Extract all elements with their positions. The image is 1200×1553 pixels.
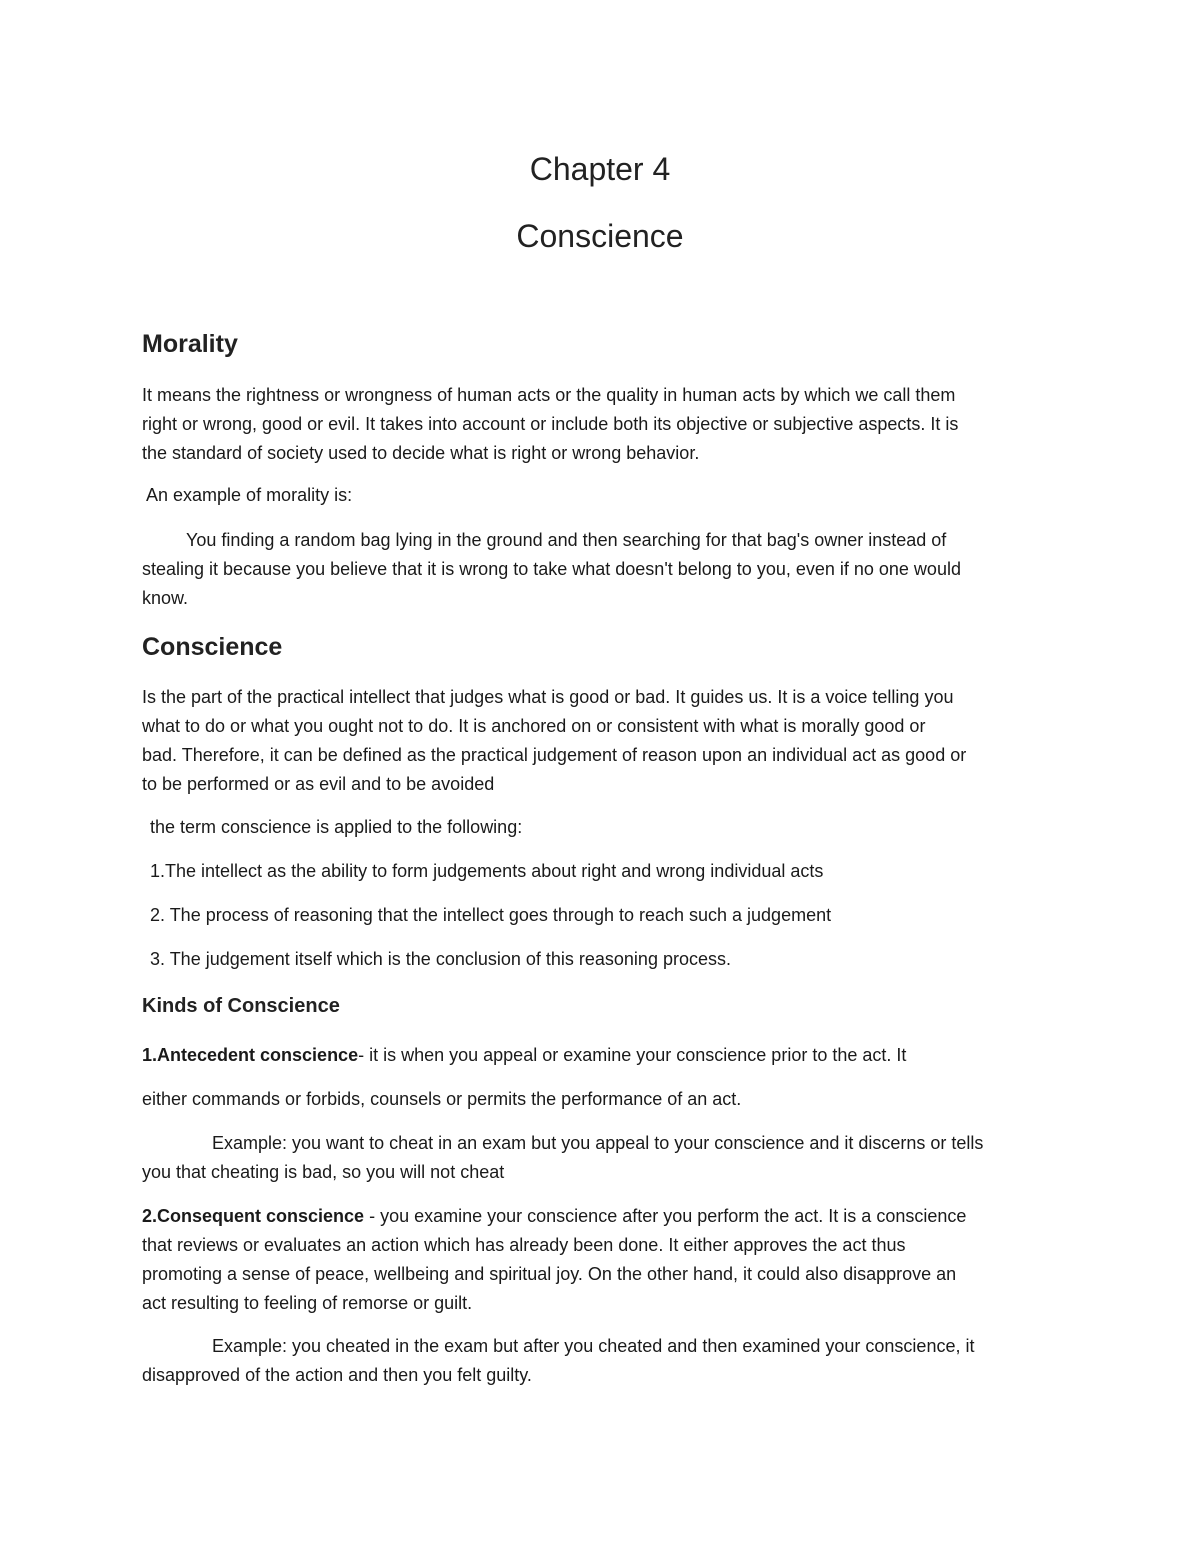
conscience-line-2: what to do or what you ought not to do. It is anchored on or consistent with what is morally good or (142, 716, 926, 736)
consequent-example-line-1: Example: you cheated in the exam but after you cheated and then examined your conscience, it (212, 1336, 975, 1356)
conscience-applied-item-3: 3. The judgement itself which is the conclusion of this reasoning process. (150, 949, 731, 969)
consequent-definition: - you examine your conscience after you perform the act. It is a conscience (364, 1206, 967, 1226)
consequent-line-2: that reviews or evaluates an action which has already been done. It either approves the act thus (142, 1235, 906, 1255)
morality-heading: Morality (142, 330, 238, 358)
morality-example-line-2: stealing it because you believe that it is wrong to take what doesn't belong to you, even if no one would (142, 559, 961, 579)
conscience-line-4: to be performed or as evil and to be avoided (142, 774, 495, 794)
consequent-line-4: act resulting to feeling of remorse or guilt. (142, 1293, 473, 1313)
morality-example-line-3: know. (142, 588, 189, 608)
conscience-line-3: bad. Therefore, it can be defined as the practical judgement of reason upon an individual act as good or (142, 745, 967, 765)
kinds-heading: Kinds of Conscience (142, 995, 340, 1017)
conscience-applied-intro: the term conscience is applied to the following: (150, 817, 523, 837)
antecedent-example-line-2: you that cheating is bad, so you will not cheat (142, 1162, 505, 1182)
conscience-line-1: Is the part of the practical intellect that judges what is good or bad. It guides us. It is a voice telling you (142, 687, 954, 707)
antecedent-example-line-1: Example: you want to cheat in an exam but you appeal to your conscience and it discerns or tells (212, 1133, 984, 1153)
conscience-applied-item-2: 2. The process of reasoning that the intellect goes through to reach such a judgement (150, 905, 832, 925)
conscience-heading: Conscience (142, 633, 283, 661)
consequent-line-1 (142, 1203, 966, 1229)
conscience-applied-item-1: 1.The intellect as the ability to form judgements about right and wrong individual acts (150, 861, 824, 881)
consequent-line-3: promoting a sense of peace, wellbeing and spiritual joy. On the other hand, it could also disapprove an (142, 1264, 957, 1284)
morality-example-line-1: You finding a random bag lying in the ground and then searching for that bag's owner instead of (186, 530, 947, 550)
morality-line-2: right or wrong, good or evil. It takes into account or include both its objective or subjective aspects. It is (142, 414, 959, 434)
antecedent-line-1 (142, 1042, 906, 1068)
antecedent-line-2: either commands or forbids, counsels or permits the performance of an act. (142, 1089, 742, 1109)
morality-line-3: the standard of society used to decide what is right or wrong behavior. (142, 443, 700, 463)
chapter-number: Chapter 4 (529, 151, 671, 187)
morality-line-1: It means the rightness or wrongness of human acts or the quality in human acts by which we call them (142, 385, 956, 405)
consequent-term: 2.Consequent conscience (142, 1206, 365, 1226)
consequent-example-line-2: disapproved of the action and then you felt guilty. (142, 1365, 532, 1385)
morality-example-intro: An example of morality is: (146, 485, 353, 505)
chapter-title: Conscience (516, 218, 684, 254)
antecedent-term: 1.Antecedent conscience (142, 1045, 359, 1065)
antecedent-definition: - it is when you appeal or examine your conscience prior to the act. It (358, 1045, 907, 1065)
